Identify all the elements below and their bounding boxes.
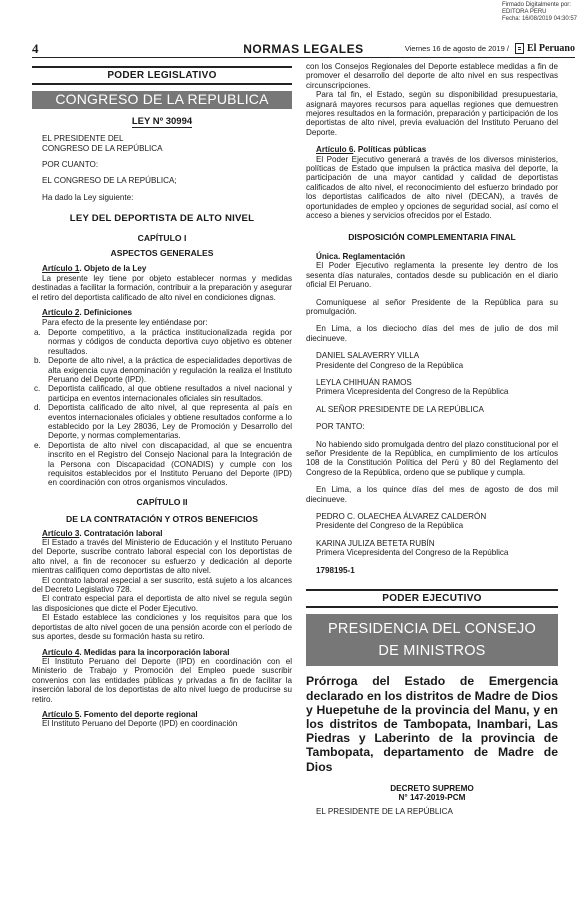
decree-title: Prórroga del Estado de Emergencia declarado en los distritos de Madre de Dios y Huepetuhe de la provincia del Manu, y en los distritos de Tambopata, Inambari, Las Piedras y Laberinto de la provincia de Tambopata, departamento de Madre de Dios <box>306 674 558 774</box>
left-column <box>32 62 292 729</box>
article-text: El Instituto Peruano del Deporte (IPD) en coordinación <box>42 719 238 729</box>
addressee: AL SEÑOR PRESIDENTE DE LA REPÚBLICA <box>316 404 484 414</box>
article-heading <box>32 264 292 273</box>
section-header: PODER LEGISLATIVO <box>32 66 292 85</box>
newspaper-icon <box>515 43 524 54</box>
list-marker: b. <box>34 356 41 366</box>
article-5 <box>32 710 292 729</box>
article-title: . Políticas públicas <box>353 145 427 155</box>
article-text: El Estado establece las condiciones y los requisitos para que los deportistas de alto nivel gocen de una pensión acorde con el período de sus aportes, desde su formación hasta su retiro. <box>32 613 292 642</box>
final-provision-heading: DISPOSICIÓN COMPLEMENTARIA FINAL <box>348 231 516 242</box>
por-tanto: POR TANTO: <box>316 422 365 432</box>
list-item <box>32 441 292 488</box>
decree-intro: EL PRESIDENTE DE LA REPÚBLICA <box>316 806 453 816</box>
signer-role: Primera Vicepresidenta del Congreso de la República <box>316 387 509 397</box>
article-text: El contrato laboral especial a ser suscrito, está sujeto a los alcances del Decreto Legislativo 728. <box>32 575 292 595</box>
article-heading <box>32 529 292 538</box>
list-marker: a. <box>34 327 41 337</box>
signer-role: Presidente del Congreso de la República <box>316 360 464 370</box>
intro-line: EL CONGRESO DE LA REPÚBLICA; <box>42 176 177 186</box>
institution-banner: CONGRESO DE LA REPUBLICA <box>32 91 292 108</box>
article-title: . Fomento del deporte regional <box>79 709 198 719</box>
closing-text: Comuníquese al señor Presidente de la República para su promulgación. <box>306 297 558 316</box>
article-label: Artículo 2 <box>42 308 80 318</box>
chapter-name: DE LA CONTRATACIÓN Y OTROS BENEFICIOS <box>66 514 258 525</box>
article-text: Para efecto de la presente ley entiéndase por: <box>42 317 208 327</box>
signer-name: KARINA JULIZA BETETA RUBÍN <box>316 538 435 548</box>
article-heading <box>32 710 292 719</box>
publication-date: Viernes 16 de agosto de 2019 / <box>404 44 509 53</box>
intro-line: EL PRESIDENTE DEL CONGRESO DE LA REPÚBLICA <box>42 134 163 153</box>
signer-name: PEDRO C. OLAECHEA ÁLVAREZ CALDERÓN <box>316 512 487 522</box>
signer-role: Primera Vicepresidenta del Congreso de la República <box>316 548 509 558</box>
provision-text: El Poder Ejecutivo reglamenta la presente ley dentro de los sesenta días naturales, contados desde su publicación en el diario oficial El Peruano. <box>306 261 558 290</box>
brand-logo <box>515 43 575 54</box>
intro-line: Ha dado la Ley siguiente: <box>42 192 134 202</box>
signature-block <box>306 351 558 397</box>
article-label: Artículo 4 <box>42 647 80 657</box>
decree-number: N° 147-2019-PCM <box>398 793 466 803</box>
promulgation-text: No habiendo sido promulgada dentro del plazo constitucional por el señor Presidente de la República, en cumplimiento de los artículos 108 de la Constitución Política del Perú y 80 del Reglamento del Congreso de la República, ordeno que se publique y cumpla. <box>306 439 558 477</box>
date-text: En Lima, a los dieciocho días del mes de julio de dos mil diecinueve. <box>306 324 558 343</box>
brand-name: El Peruano <box>526 43 575 54</box>
article-heading <box>32 648 292 657</box>
reference-number: 1798195-1 <box>316 565 355 575</box>
law-number <box>32 117 292 126</box>
article-text: El contrato especial para el deportista de alto nivel se regula según las disposiciones que dicte el Poder Ejecutivo. <box>32 594 292 613</box>
article-text: El Poder Ejecutivo generará a través de los diversos ministerios, políticas de Estado que impulsen la práctica masiva del deporte, la participación de una mayor cantidad y calidad de deportistas calificados de alto nivel, el reconocimiento del esfuerzo brindado por los deportistas calificados de alto nivel (DECAN), a través de oportunidades de empleo y opciones de seguridad social, así como el acceso a bienes y servicios ofrecidos por el Estado. <box>306 154 558 221</box>
list-text: Deporte competitivo, a la práctica institucionalizada regida por normas y códigos de conducta deportiva cuyo objetivo es obtener resultados. <box>48 327 292 356</box>
article-text: con los Consejos Regionales del Deporte establece medidas a fin de promover el desarrollo del deporte de alto nivel en sus respectivas circunscripciones. <box>306 62 558 90</box>
article-1 <box>32 264 292 302</box>
chapter-name: ASPECTOS GENERALES <box>110 248 214 259</box>
signer-role: Presidente del Congreso de la República <box>316 521 464 531</box>
list-marker: d. <box>34 403 41 413</box>
signature-line: Fecha: 16/08/2019 04:30:57 <box>501 16 577 22</box>
institution-banner <box>306 614 558 666</box>
intro-line: POR CUANTO: <box>42 160 99 170</box>
provision-heading: Única. Reglamentación <box>316 251 406 261</box>
article-text: El Estado a través del Ministerio de Educación y el Instituto Peruano del Deporte, suscribe contrato laboral especial con los deportistas de alto nivel, a fin de reconocer su esfuerzo y dedicación al deporte mientras califiquen como deportistas de alto nivel. <box>32 538 292 576</box>
list-item <box>32 403 292 441</box>
publication-name: NORMAS LEGALES <box>243 41 364 56</box>
article-heading <box>32 308 292 317</box>
right-column <box>306 62 558 823</box>
section-header: PODER EJECUTIVO <box>306 589 558 608</box>
list-text: Deporte de alto nivel, a la práctica de especialidades deportivas de alta exigencia cuya denominación y regulación la realiza el Instituto Peruano del Deporte (IPD). <box>48 356 292 384</box>
article-title: . Contratación laboral <box>79 528 163 538</box>
article-2 <box>32 308 292 488</box>
signature-block <box>306 512 558 558</box>
law-number-text: LEY Nº 30994 <box>131 115 193 127</box>
list-item <box>32 328 292 356</box>
definitions-list <box>32 328 292 488</box>
list-text: Deportista calificado, al que obtiene resultados a nivel nacional y participa en eventos internacionales oficiales sin resultados. <box>48 384 292 403</box>
article-title: . Medidas para la incorporación laboral <box>79 647 230 657</box>
article-label: Artículo 5 <box>42 709 80 719</box>
article-text: El Instituto Peruano del Deporte (IPD) en coordinación con el Ministerio de Trabajo y Promoción del Empleo puede suscribir convenios con las entidades públicas y privadas a fin de facilitar la inserción laboral de los deportistas de alto nivel luego de producirse su retiro. <box>32 656 292 704</box>
chapter-number: CAPÍTULO II <box>136 496 188 507</box>
list-item <box>32 384 292 403</box>
article-text: La presente ley tiene por objeto establecer normas y medidas destinadas a facilitar la formación, contribuir a la preparación y asegurar el retiro del deportista calificado de alto nivel en condiciones dignas. <box>32 273 292 302</box>
chapter-number: CAPÍTULO I <box>137 232 187 243</box>
list-marker: c. <box>34 384 41 394</box>
list-marker: e. <box>34 440 41 450</box>
article-label: Artículo 6 <box>316 145 354 155</box>
article-heading <box>306 145 558 154</box>
digital-signature <box>502 2 577 23</box>
signature-line: EDITORA PERU <box>501 9 547 15</box>
article-6 <box>306 145 558 220</box>
banner-line: DE MINISTROS <box>378 643 486 660</box>
date-text: En Lima, a los quince días del mes de agosto de dos mil diecinueve. <box>306 485 558 504</box>
banner-line: PRESIDENCIA DEL CONSEJO <box>328 621 536 638</box>
signer-name: DANIEL SALAVERRY VILLA <box>316 351 420 361</box>
list-text: Deportista de alto nivel con discapacidad, al que se encuentra inscrito en el Registro del Consejo Nacional para la Integración de la Persona con Discapacidad (CONADIS) y cumple con los requisitos establecidos por el Instituto Peruano del Deporte (IPD) en coordinación con otros organismos vinculados. <box>48 440 292 488</box>
list-item <box>32 356 292 384</box>
signer-name: LEYLA CHIHUÁN RAMOS <box>316 377 412 387</box>
article-title: . Objeto de la Ley <box>79 264 147 274</box>
decree-type: DECRETO SUPREMO <box>390 783 474 793</box>
list-text: Deportista calificado de alto nivel, al que representa al país en eventos internacionales oficiales y obtiene resultados conforme a lo establecido por la Ley 28036, Ley de Promoción y Desarrollo del Deporte, y normas complementarias. <box>48 403 292 441</box>
law-title: LEY DEL DEPORTISTA DE ALTO NIVEL <box>69 213 255 225</box>
article-label: Artículo 1 <box>42 264 80 274</box>
page-number: 4 <box>32 40 39 56</box>
signature-line: Firmado Digitalmente por: <box>501 2 571 8</box>
article-3 <box>32 529 292 642</box>
article-label: Artículo 3 <box>42 528 80 538</box>
article-text: Para tal fin, el Estado, según su disponibilidad presupuestaria, asignará mayores recursos para aquellas regiones que demuestren mejores resultados en la formación, preparación y participación de los deportistas de alto nivel, previa evaluación del Instituto Peruano del Deporte. <box>306 90 558 137</box>
page-header <box>32 40 575 58</box>
article-4 <box>32 648 292 704</box>
article-title: . Definiciones <box>79 308 132 318</box>
